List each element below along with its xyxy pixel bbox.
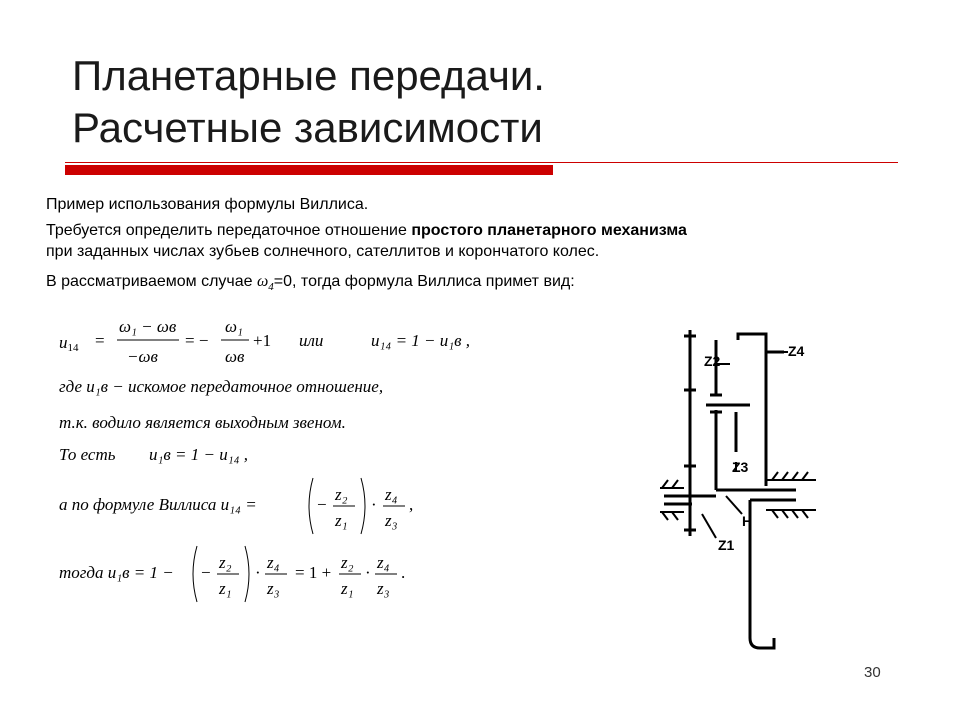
z3-denominator-2: z₃ bbox=[267, 579, 280, 598]
label-z3: Z3 bbox=[732, 459, 749, 475]
u14-symbol: u14 bbox=[59, 333, 79, 354]
paren-left-1 bbox=[309, 478, 313, 534]
label-z4: Z4 bbox=[788, 343, 805, 359]
title-line-1: Планетарные передачи. bbox=[72, 52, 545, 99]
omega-subscript: 4 bbox=[268, 281, 274, 294]
paragraph-task bbox=[46, 220, 916, 262]
z1-denominator-1: z₁ bbox=[335, 511, 348, 530]
paren-right-1 bbox=[361, 478, 365, 534]
task-text-2: при заданных числах зубьев солнечного, сателлитов и корончатого колес. bbox=[46, 243, 600, 260]
formula-line-because: т.к. водило является выходным звеном. bbox=[59, 413, 346, 432]
formula-line-that-is: u₁в = 1 − u₁₄ , bbox=[149, 445, 249, 464]
z1-denominator-3: z₁ bbox=[341, 579, 354, 598]
title-line-2: Расчетные зависимости bbox=[72, 104, 543, 151]
z4-numerator-3: z₄ bbox=[377, 553, 390, 572]
minus-sign-1: − bbox=[317, 495, 327, 514]
minus-sign-2: − bbox=[201, 563, 211, 582]
case-text-2: =0, тогда формула Виллиса примет вид: bbox=[273, 273, 575, 290]
word-ili: или bbox=[299, 331, 324, 350]
fraction2-numerator: ω₁ bbox=[225, 317, 243, 336]
z1-denominator-2: z₁ bbox=[219, 579, 232, 598]
z4-numerator-1: z₄ bbox=[385, 485, 398, 504]
fraction2-denominator: ωв bbox=[225, 347, 245, 366]
paren-right-2 bbox=[245, 546, 249, 602]
label-z1: Z1 bbox=[718, 537, 735, 553]
eq-sign-1: = bbox=[95, 331, 105, 350]
formula-line-where: где u₁в − искомое передаточное отношение, bbox=[59, 377, 384, 396]
dot-3: · bbox=[365, 563, 371, 582]
task-text-bold: простого планетарного механизма bbox=[411, 222, 687, 239]
equals-one-plus: = 1 + bbox=[295, 563, 332, 582]
formula-line-willis-label: а по формуле Виллиса u₁₄ = bbox=[59, 495, 257, 514]
plus-one: +1 bbox=[253, 331, 272, 350]
title-divider-thick bbox=[65, 165, 553, 175]
period-1: . bbox=[401, 563, 406, 582]
dot-1: · bbox=[371, 495, 377, 514]
formula-block bbox=[55, 310, 495, 620]
case-text-1: В рассматриваемом случае bbox=[46, 273, 257, 290]
formula-line-then-label: тогда u₁в = 1 − bbox=[59, 563, 174, 582]
z2-numerator-2: z₂ bbox=[219, 553, 232, 572]
page-number: 30 bbox=[864, 664, 881, 681]
label-h: H bbox=[742, 513, 753, 529]
label-z2: Z2 bbox=[704, 353, 721, 369]
title-divider-thin bbox=[65, 162, 898, 163]
slide-title bbox=[72, 50, 545, 154]
z4-numerator-2: z₄ bbox=[267, 553, 280, 572]
z2-numerator-1: z₂ bbox=[335, 485, 348, 504]
rhs-expression: u₁₄ = 1 − u₁в , bbox=[371, 331, 471, 350]
paragraph-example: Пример использования формулы Виллиса. bbox=[46, 196, 369, 213]
z3-denominator-1: z₃ bbox=[385, 511, 398, 530]
paren-left-2 bbox=[193, 546, 197, 602]
task-text-1: Требуется определить передаточное отношение bbox=[46, 222, 412, 239]
eq-minus: = − bbox=[185, 331, 209, 350]
omega-symbol: ω bbox=[257, 273, 269, 290]
z3-denominator-3: z₃ bbox=[377, 579, 390, 598]
formula-line-that-is-label: То есть bbox=[59, 445, 116, 464]
paragraph-case bbox=[46, 271, 575, 298]
planetary-mechanism-diagram bbox=[646, 300, 836, 675]
fraction1-denominator: −ωв bbox=[127, 347, 158, 366]
fraction1-numerator: ω₁ − ωв bbox=[119, 317, 177, 336]
dot-2: · bbox=[255, 563, 261, 582]
comma-1: , bbox=[409, 495, 414, 514]
z2-numerator-3: z₂ bbox=[341, 553, 354, 572]
